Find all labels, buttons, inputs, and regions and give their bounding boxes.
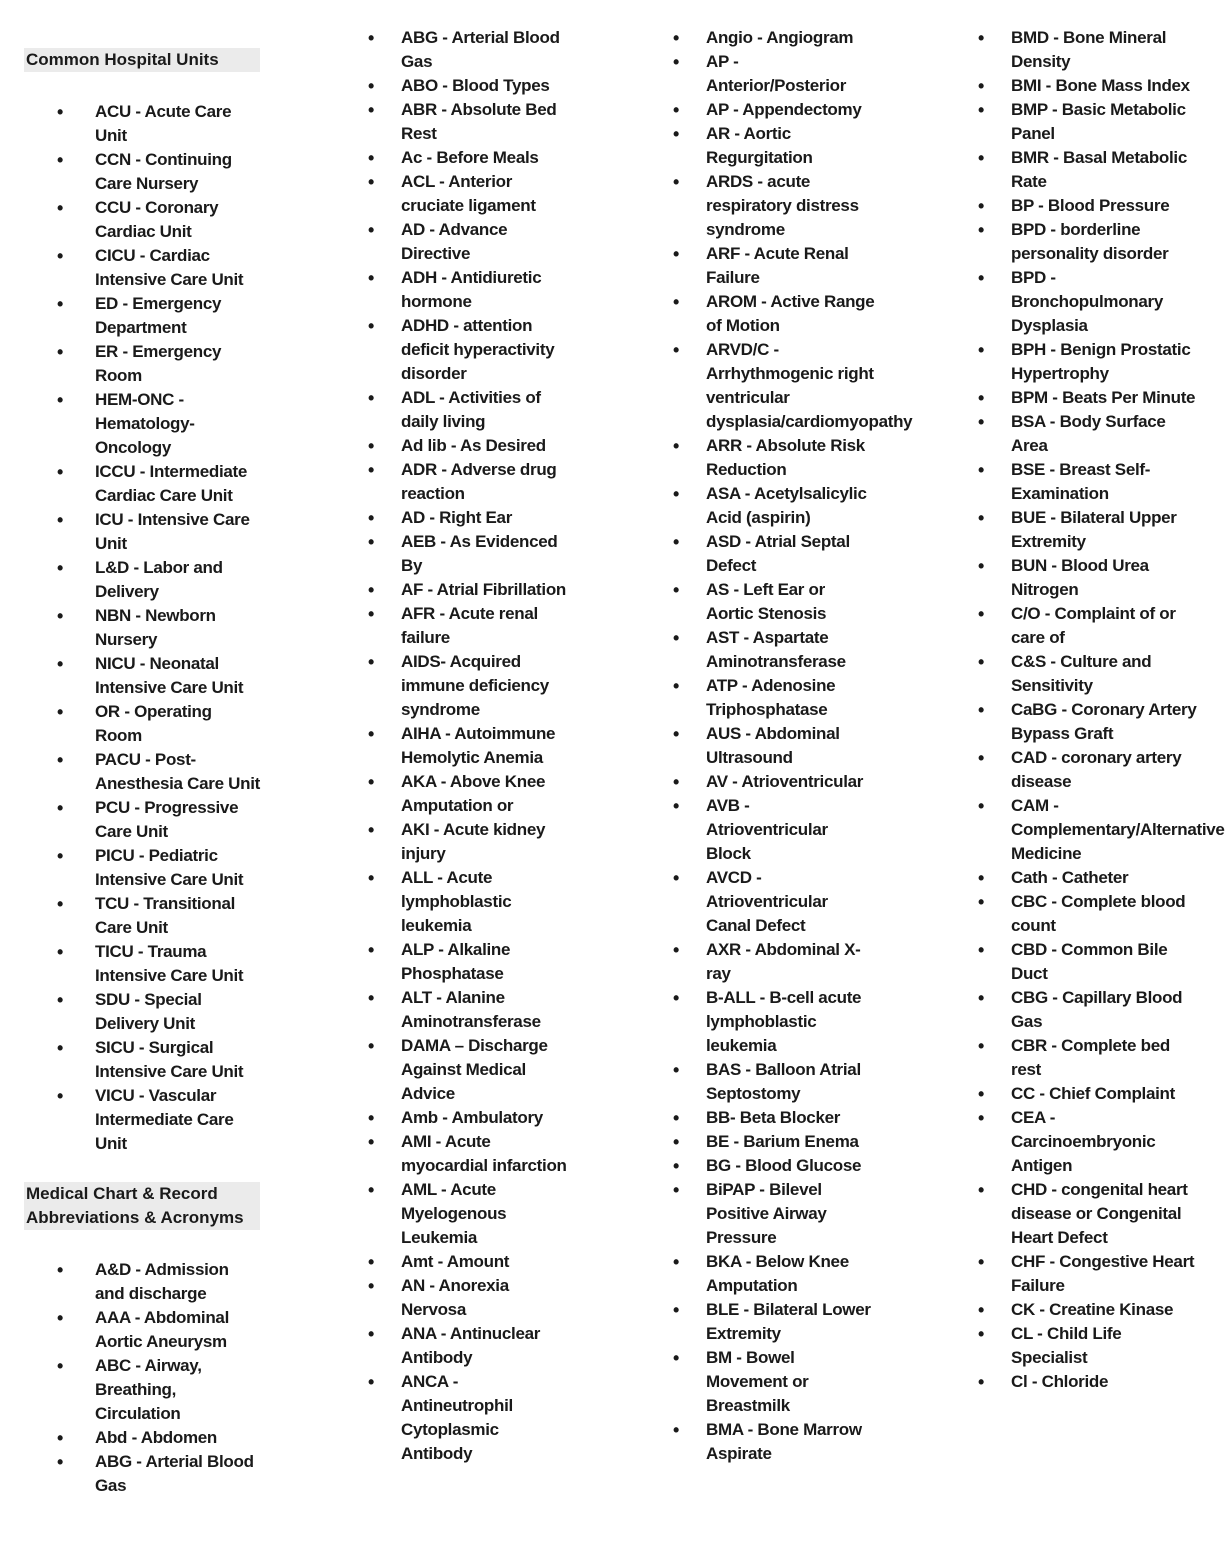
list-item: • AV - Atrioventricular bbox=[706, 770, 875, 794]
list-item: • Ac - Before Meals bbox=[401, 146, 570, 170]
list-item: • ADR - Adverse drug reaction bbox=[401, 458, 570, 506]
list-item: • CEA - Carcinoembryonic Antigen bbox=[1011, 1106, 1200, 1178]
column-1 bbox=[24, 0, 260, 1498]
list-item: • Ad lib - As Desired bbox=[401, 434, 570, 458]
list-item: • BG - Blood Glucose bbox=[706, 1154, 875, 1178]
list-item: • AP - Appendectomy bbox=[706, 98, 875, 122]
section-heading-chart-abbreviations: Medical Chart & Record Abbreviations & Acronyms bbox=[24, 1182, 260, 1230]
list-item: • BSA - Body Surface Area bbox=[1011, 410, 1200, 458]
list-item: • AAA - Abdominal Aortic Aneurysm bbox=[95, 1306, 260, 1354]
list-item: • ARR - Absolute Risk Reduction bbox=[706, 434, 875, 482]
list-item: • AS - Left Ear or Aortic Stenosis bbox=[706, 578, 875, 626]
list-item: • BSE - Breast Self-Examination bbox=[1011, 458, 1200, 506]
list-item: • Angio - Angiogram bbox=[706, 26, 875, 50]
list-item: • AN - Anorexia Nervosa bbox=[401, 1274, 570, 1322]
list-item: • CCU - Coronary Cardiac Unit bbox=[95, 196, 260, 244]
list-item: • SICU - Surgical Intensive Care Unit bbox=[95, 1036, 260, 1084]
list-item: • L&D - Labor and Delivery bbox=[95, 556, 260, 604]
abbreviation-list-column-4 bbox=[965, 26, 1225, 1394]
list-item: • ARDS - acute respiratory distress syndrome bbox=[706, 170, 875, 242]
list-item: • ABG - Arterial Blood Gas bbox=[95, 1450, 260, 1498]
list-item: • BPH - Benign Prostatic Hypertrophy bbox=[1011, 338, 1200, 386]
list-item: • OR - Operating Room bbox=[95, 700, 260, 748]
list-item: • AML - Acute Myelogenous Leukemia bbox=[401, 1178, 570, 1250]
list-item: • AF - Atrial Fibrillation bbox=[401, 578, 570, 602]
list-item: • CHF - Congestive Heart Failure bbox=[1011, 1250, 1200, 1298]
list-item: • ER - Emergency Room bbox=[95, 340, 260, 388]
list-item: • ALP - Alkaline Phosphatase bbox=[401, 938, 570, 986]
list-item: • NBN - Newborn Nursery bbox=[95, 604, 260, 652]
list-item: • BAS - Balloon Atrial Septostomy bbox=[706, 1058, 875, 1106]
list-item: • ATP - Adenosine Triphosphatase bbox=[706, 674, 875, 722]
list-item: • BMA - Bone Marrow Aspirate bbox=[706, 1418, 875, 1466]
list-item: • AROM - Active Range of Motion bbox=[706, 290, 875, 338]
list-item: • C&S - Culture and Sensitivity bbox=[1011, 650, 1200, 698]
list-item: • DAMA – Discharge Against Medical Advice bbox=[401, 1034, 570, 1106]
list-item: • Amt - Amount bbox=[401, 1250, 570, 1274]
list-item: • AFR - Acute renal failure bbox=[401, 602, 570, 650]
list-item: • CCN - Continuing Care Nursery bbox=[95, 148, 260, 196]
list-item: • AIDS- Acquired immune deficiency syndrome bbox=[401, 650, 570, 722]
list-item: • NICU - Neonatal Intensive Care Unit bbox=[95, 652, 260, 700]
list-item: • AKI - Acute kidney injury bbox=[401, 818, 570, 866]
list-item: • BUN - Blood Urea Nitrogen bbox=[1011, 554, 1200, 602]
list-item: • PACU - Post-Anesthesia Care Unit bbox=[95, 748, 260, 796]
section-heading-hospital-units: Common Hospital Units bbox=[24, 48, 260, 72]
list-item: • CBD - Common Bile Duct bbox=[1011, 938, 1200, 986]
column-4 bbox=[965, 0, 1225, 1394]
list-item: • Cl - Chloride bbox=[1011, 1370, 1200, 1394]
list-item: • ASD - Atrial Septal Defect bbox=[706, 530, 875, 578]
list-item: • HEM-ONC - Hematology-Oncology bbox=[95, 388, 260, 460]
list-item: • ARF - Acute Renal Failure bbox=[706, 242, 875, 290]
list-item: • CBR - Complete bed rest bbox=[1011, 1034, 1200, 1082]
chart-abbreviations-list bbox=[24, 1258, 260, 1498]
list-item: • Abd - Abdomen bbox=[95, 1426, 260, 1450]
list-item: • BMD - Bone Mineral Density bbox=[1011, 26, 1200, 74]
list-item: • BB- Beta Blocker bbox=[706, 1106, 875, 1130]
list-item: • BMP - Basic Metabolic Panel bbox=[1011, 98, 1200, 146]
list-item: • AKA - Above Knee Amputation or bbox=[401, 770, 570, 818]
list-item: • ADH - Antidiuretic hormone bbox=[401, 266, 570, 314]
list-item: • Cath - Catheter bbox=[1011, 866, 1200, 890]
list-item: • PICU - Pediatric Intensive Care Unit bbox=[95, 844, 260, 892]
list-item: • ALT - Alanine Aminotransferase bbox=[401, 986, 570, 1034]
list-item: • BLE - Bilateral Lower Extremity bbox=[706, 1298, 875, 1346]
list-item: • BP - Blood Pressure bbox=[1011, 194, 1200, 218]
list-item: • AR - Aortic Regurgitation bbox=[706, 122, 875, 170]
list-item: • BPD - borderline personality disorder bbox=[1011, 218, 1200, 266]
list-item: • BKA - Below Knee Amputation bbox=[706, 1250, 875, 1298]
list-item: • CHD - congenital heart disease or Congenital Heart Defect bbox=[1011, 1178, 1200, 1250]
list-item: • B-ALL - B-cell acute lymphoblastic leukemia bbox=[706, 986, 875, 1058]
list-item: • C/O - Complaint of or care of bbox=[1011, 602, 1200, 650]
list-item: • CC - Chief Complaint bbox=[1011, 1082, 1200, 1106]
list-item: • Amb - Ambulatory bbox=[401, 1106, 570, 1130]
list-item: • BE - Barium Enema bbox=[706, 1130, 875, 1154]
list-item: • ADL - Activities of daily living bbox=[401, 386, 570, 434]
list-item: • CaBG - Coronary Artery Bypass Graft bbox=[1011, 698, 1200, 746]
list-item: • TCU - Transitional Care Unit bbox=[95, 892, 260, 940]
list-item: • ICCU - Intermediate Cardiac Care Unit bbox=[95, 460, 260, 508]
list-item: • AVB - Atrioventricular Block bbox=[706, 794, 875, 866]
list-item: • ASA - Acetylsalicylic Acid (aspirin) bbox=[706, 482, 875, 530]
list-item: • AMI - Acute myocardial infarction bbox=[401, 1130, 570, 1178]
list-item: • BM - Bowel Movement or Breastmilk bbox=[706, 1346, 875, 1418]
list-item: • BPM - Beats Per Minute bbox=[1011, 386, 1200, 410]
list-item: • ABO - Blood Types bbox=[401, 74, 570, 98]
hospital-units-list bbox=[24, 100, 260, 1156]
list-item: • PCU - Progressive Care Unit bbox=[95, 796, 260, 844]
list-item: • SDU - Special Delivery Unit bbox=[95, 988, 260, 1036]
list-item: • ABC - Airway, Breathing, Circulation bbox=[95, 1354, 260, 1426]
list-item: • ACL - Anterior cruciate ligament bbox=[401, 170, 570, 218]
list-item: • AP - Anterior/Posterior bbox=[706, 50, 875, 98]
list-item: • BMI - Bone Mass Index bbox=[1011, 74, 1200, 98]
list-item: • ACU - Acute Care Unit bbox=[95, 100, 260, 148]
list-item: • AUS - Abdominal Ultrasound bbox=[706, 722, 875, 770]
list-item: • A&D - Admission and discharge bbox=[95, 1258, 260, 1306]
list-item: • AEB - As Evidenced By bbox=[401, 530, 570, 578]
list-item: • CK - Creatine Kinase bbox=[1011, 1298, 1200, 1322]
abbreviation-list-column-3 bbox=[660, 26, 913, 1466]
list-item: • AD - Right Ear bbox=[401, 506, 570, 530]
list-item: • CICU - Cardiac Intensive Care Unit bbox=[95, 244, 260, 292]
list-item: • CBG - Capillary Blood Gas bbox=[1011, 986, 1200, 1034]
list-item: • AXR - Abdominal X-ray bbox=[706, 938, 875, 986]
list-item: • TICU - Trauma Intensive Care Unit bbox=[95, 940, 260, 988]
list-item: • ARVD/C - Arrhythmogenic right ventricular dysplasia/cardiomyopathy bbox=[706, 338, 875, 434]
list-item: • ABG - Arterial Blood Gas bbox=[401, 26, 570, 74]
list-item: • ADHD - attention deficit hyperactivity disorder bbox=[401, 314, 570, 386]
list-item: • BMR - Basal Metabolic Rate bbox=[1011, 146, 1200, 194]
list-item: • CBC - Complete blood count bbox=[1011, 890, 1200, 938]
list-item: • CAD - coronary artery disease bbox=[1011, 746, 1200, 794]
column-3 bbox=[660, 0, 913, 1466]
list-item: • ICU - Intensive Care Unit bbox=[95, 508, 260, 556]
list-item: • VICU - Vascular Intermediate Care Unit bbox=[95, 1084, 260, 1156]
list-item: • AD - Advance Directive bbox=[401, 218, 570, 266]
list-item: • ALL - Acute lymphoblastic leukemia bbox=[401, 866, 570, 938]
list-item: • ANCA - Antineutrophil Cytoplasmic Antibody bbox=[401, 1370, 570, 1466]
list-item: • AVCD - Atrioventricular Canal Defect bbox=[706, 866, 875, 938]
list-item: • AST - Aspartate Aminotransferase bbox=[706, 626, 875, 674]
list-item: • BUE - Bilateral Upper Extremity bbox=[1011, 506, 1200, 554]
list-item: • BiPAP - Bilevel Positive Airway Pressure bbox=[706, 1178, 875, 1250]
list-item: • CL - Child Life Specialist bbox=[1011, 1322, 1200, 1370]
column-2 bbox=[355, 0, 570, 1466]
list-item: • ED - Emergency Department bbox=[95, 292, 260, 340]
list-item: • CAM - Complementary/Alternative Medicine bbox=[1011, 794, 1200, 866]
list-item: • AIHA - Autoimmune Hemolytic Anemia bbox=[401, 722, 570, 770]
list-item: • BPD - Bronchopulmonary Dysplasia bbox=[1011, 266, 1200, 338]
list-item: • ABR - Absolute Bed Rest bbox=[401, 98, 570, 146]
list-item: • ANA - Antinuclear Antibody bbox=[401, 1322, 570, 1370]
abbreviation-list-column-2 bbox=[355, 26, 570, 1466]
